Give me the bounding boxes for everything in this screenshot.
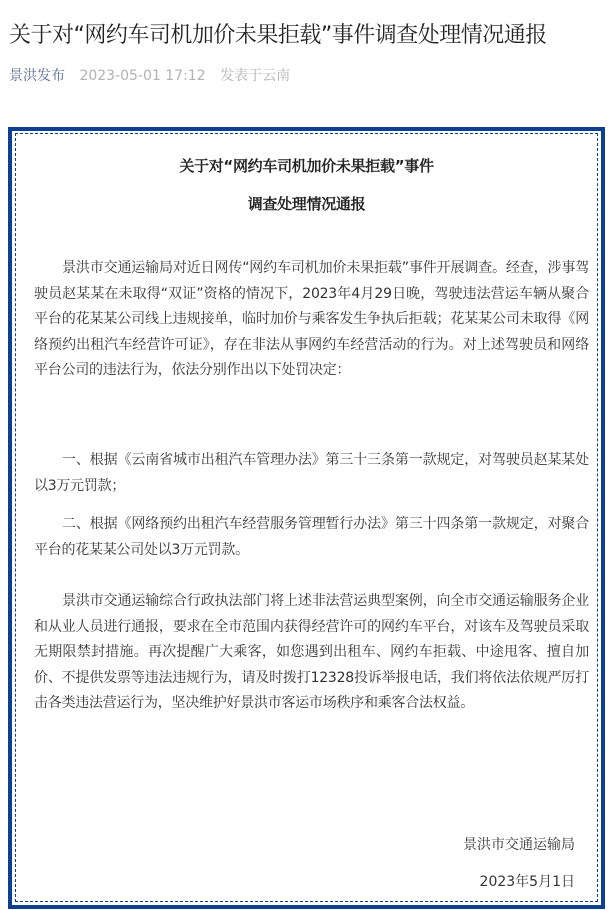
signature-organization: 景洪市交通运输局 [463,837,575,853]
document-title-line-2: 调查处理情况通报 [247,195,366,213]
paragraph-text: 一、根据《云南省城市出租汽车管理办法》第三十三条第一款规定，对驾驶员赵某某处以3万元罚款； [34,452,589,494]
publish-time: 2023-05-01 17:12 [79,68,206,84]
paragraph-notice-reminder [34,589,589,717]
paragraph-text: 二、根据《网络预约出租汽车经营服务管理暂行办法》第三十四条第一款规定，对聚合平台的花某某公司处以3万元罚款。 [34,516,589,558]
paragraph-text: 景洪市交通运输综合行政执法部门将上述非法营运典型案例，向全市交通运输服务企业和从业人员进行通报，要求在全市范围内获得经营许可的网约车平台，对该车及驾驶员采取无期限禁封措施。再次提醒广大乘客，如您遇到出租车、网约车拒载、中途甩客、擅自加价、不提供发票等违法违规行为，请及时拨打12328投诉举报电话，我们将依法依规严厉打击各类违法营运行为，坚决维护好景洪市客运市场秩序和乘客合法权益。 [34,593,589,712]
document-frame [8,127,605,909]
paragraph-text: 景洪市交通运输局对近日网传“网约车司机加价未果拒载”事件开展调查。经查，涉事驾驶员赵某某在未取得“双证”资格的情况下，2023年4月29日晚，驾驶违法营运车辆从聚合平台的花某某公司线上违规接单，临时加价与乘客发生争执后拒载；花某某公司未取得《网络预约出租汽车经营许可证》，存在非法从事网约车经营活动的行为。对上述驾驶员和网络平台公司的违法行为，依法分别作出以下处罚决定： [34,260,589,379]
paragraph-penalty-platform [34,512,589,563]
account-name-link[interactable]: 景洪发布 [9,68,65,84]
signature-date: 2023年5月1日 [479,874,575,890]
document-frame-dashed-border [15,133,598,902]
document-title-line-1: 关于对“网约车司机加价未果拒载”事件 [179,157,434,175]
article-meta [9,66,290,86]
paragraph-penalty-driver [34,448,589,499]
publish-location: 发表于云南 [220,68,291,84]
paragraph-investigation [34,256,589,384]
article-title: 关于对“网约车司机加价未果拒载”事件调查处理情况通报 [9,23,547,48]
